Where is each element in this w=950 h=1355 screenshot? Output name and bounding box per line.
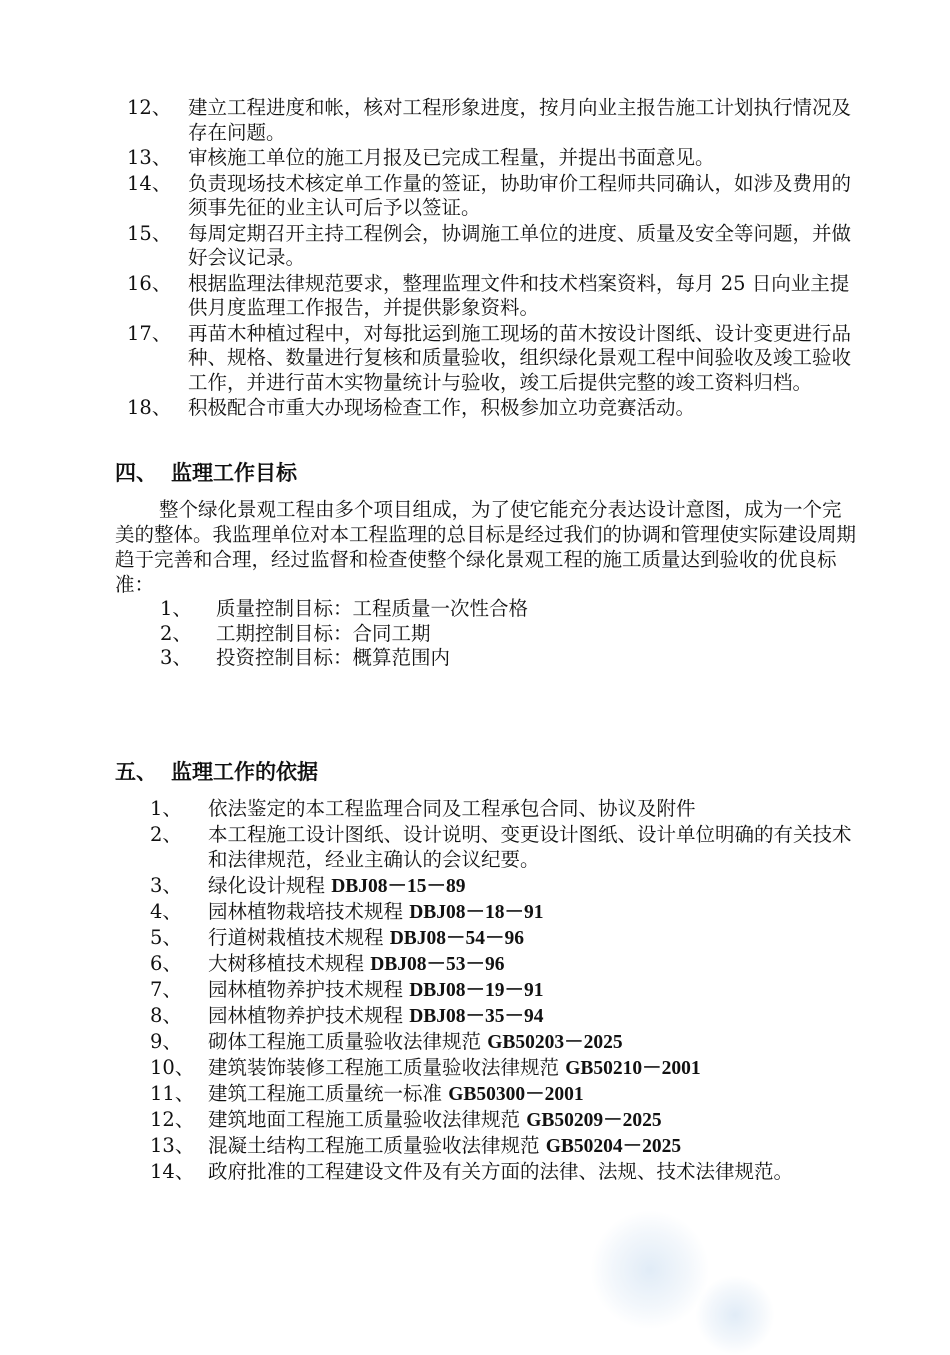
list-item-number: 10、 <box>150 1055 195 1079</box>
list-item <box>0 322 860 396</box>
section-paragraph: 整个绿化景观工程由多个项目组成，为了使它能充分表达设计意图，成为一个完美的整体。我监理单位对本工程监理的总目标是经过我们的协调和管理使实际建设周期趋于完善和合理，经过监督和检查使整个绿化景观工程的施工质量达到验收的优良标准： <box>115 498 857 596</box>
list-item-number: 2、 <box>160 621 192 645</box>
list-item <box>0 146 860 171</box>
list-item-text: 审核施工单位的施工月报及已完成工程量，并提出书面意见。 <box>188 146 715 169</box>
list-item-text: 大树移植技术规程 <box>208 951 371 975</box>
list-item <box>0 926 863 952</box>
list-item-number: 16、 <box>127 271 172 295</box>
list-item-text: 混凝土结构工程施工质量验收法律规范 <box>208 1133 546 1157</box>
list-item-number: 11、 <box>150 1081 195 1105</box>
list-item-number: 14、 <box>150 1159 195 1183</box>
section-heading-4 <box>115 459 297 487</box>
list-item-text: 依法鉴定的本工程监理合同及工程承包合同、协议及附件 <box>208 797 696 820</box>
list-item-number: 17、 <box>127 321 172 345</box>
list-item-text: 投资控制目标：概算范围内 <box>216 646 451 669</box>
standard-code: DBJ08－18－91 <box>409 901 544 923</box>
list-item <box>0 396 860 421</box>
section-title: 监理工作的依据 <box>171 759 318 784</box>
list-item-text: 建筑工程施工质量统一标准 <box>208 1081 449 1105</box>
standard-code: GB50209－2025 <box>526 1109 662 1131</box>
list-item-text: 园林植物养护技术规程 <box>208 977 410 1001</box>
section-title: 监理工作目标 <box>171 460 297 485</box>
list-item <box>0 622 856 647</box>
list-item <box>0 222 860 271</box>
list-item <box>0 272 860 321</box>
list-item <box>0 1004 863 1030</box>
list-item-number: 5、 <box>150 925 182 949</box>
list-item <box>0 797 863 823</box>
list-item-number: 14、 <box>127 171 172 195</box>
standard-code: DBJ08－35－94 <box>409 1005 544 1027</box>
list-item-text: 根据监理法律规范要求，整理监理文件和技术档案资料，每月 25 日向业主提供月度监理工作报告，并提供影象资料。 <box>188 271 850 319</box>
list-item-text: 积极配合市重大办现场检查工作，积极参加立功竞赛活动。 <box>188 396 696 419</box>
list-item-number: 2、 <box>150 823 182 846</box>
list-item-number: 18、 <box>127 396 172 419</box>
list-item-number: 3、 <box>150 873 182 897</box>
list-item-number: 15、 <box>127 221 172 245</box>
list-item-text: 本工程施工设计图纸、设计说明、变更设计图纸、设计单位明确的有关技术和法律规范，经业主确认的会议纪要。 <box>208 823 852 871</box>
basis-list <box>0 797 950 1186</box>
list-item <box>0 1108 863 1134</box>
section-heading-5 <box>115 758 318 786</box>
list-item-number: 1、 <box>150 797 182 820</box>
list-item-number: 8、 <box>150 1003 182 1027</box>
section-number: 四、 <box>115 460 157 485</box>
standard-code: GB50210－2001 <box>565 1057 701 1079</box>
standard-code: GB50203－2025 <box>487 1031 623 1053</box>
list-item-number: 12、 <box>127 96 172 119</box>
list-item-number: 12、 <box>150 1107 195 1131</box>
list-item-text: 负责现场技术核定单工作量的签证，协助审价工程师共同确认，如涉及费用的须事先征的业主认可后予以签证。 <box>188 171 852 219</box>
list-item-text: 绿化设计规程 <box>208 873 332 897</box>
goals-list <box>0 597 950 671</box>
list-item-text: 每周定期召开主持工程例会，协调施工单位的进度、质量及安全等问题，并做好会议记录。 <box>188 221 852 269</box>
list-item-text: 建筑装饰装修工程施工质量验收法律规范 <box>208 1055 566 1079</box>
list-item <box>0 96 860 145</box>
list-item-text: 建筑地面工程施工质量验收法律规范 <box>208 1107 527 1131</box>
list-item <box>0 952 863 978</box>
list-item <box>0 874 863 900</box>
list-item <box>0 900 863 926</box>
list-item-text: 工期控制目标：合同工期 <box>216 621 431 645</box>
list-item <box>0 823 863 873</box>
list-item-text: 砌体工程施工质量验收法律规范 <box>208 1029 488 1053</box>
list-item-number: 3、 <box>160 646 192 669</box>
top-numbered-list <box>0 96 950 422</box>
standard-code: DBJ08－54－96 <box>389 927 525 949</box>
standard-code: GB50204－2025 <box>545 1135 682 1157</box>
list-item <box>0 1160 863 1186</box>
list-item <box>0 646 856 671</box>
watermark-snowflake-icon <box>695 1275 775 1355</box>
list-item-text: 质量控制目标：工程质量一次性合格 <box>216 597 529 620</box>
standard-code: DBJ08－15－89 <box>331 875 466 897</box>
section-number: 五、 <box>115 759 157 784</box>
watermark-snowflake-icon <box>590 1210 710 1330</box>
list-item <box>0 1082 863 1108</box>
list-item-number: 7、 <box>150 977 182 1001</box>
list-item-text: 园林植物养护技术规程 <box>208 1003 410 1027</box>
list-item-text: 政府批准的工程建设文件及有关方面的法律、法规、技术法律规范。 <box>208 1159 794 1183</box>
list-item-number: 4、 <box>150 899 182 923</box>
list-item <box>0 978 863 1004</box>
standard-code: DBJ08－19－91 <box>409 979 544 1001</box>
list-item-number: 1、 <box>160 597 192 620</box>
standard-code: GB50300－2001 <box>448 1083 584 1105</box>
list-item-number: 13、 <box>127 146 172 169</box>
list-item-text: 行道树栽植技术规程 <box>208 925 390 949</box>
list-item-number: 6、 <box>150 951 182 975</box>
list-item-text: 再苗木种植过程中，对每批运到施工现场的苗木按设计图纸、设计变更进行品种、规格、数量进行复核和质量验收，组织绿化景观工程中间验收及竣工验收工作，并进行苗木实物量统计与验收，竣工后提供完整的竣工资料归档。 <box>188 321 852 394</box>
list-item <box>0 172 860 221</box>
list-item-number: 13、 <box>150 1133 195 1157</box>
list-item <box>0 1030 863 1056</box>
list-item-number: 9、 <box>150 1029 182 1053</box>
standard-code: DBJ08－53－96 <box>370 953 505 975</box>
list-item <box>0 1056 863 1082</box>
list-item <box>0 597 856 622</box>
list-item-text: 园林植物栽培技术规程 <box>208 899 410 923</box>
list-item <box>0 1134 863 1160</box>
list-item-text: 建立工程进度和帐，核对工程形象进度，按月向业主报告施工计划执行情况及存在问题。 <box>188 96 852 144</box>
